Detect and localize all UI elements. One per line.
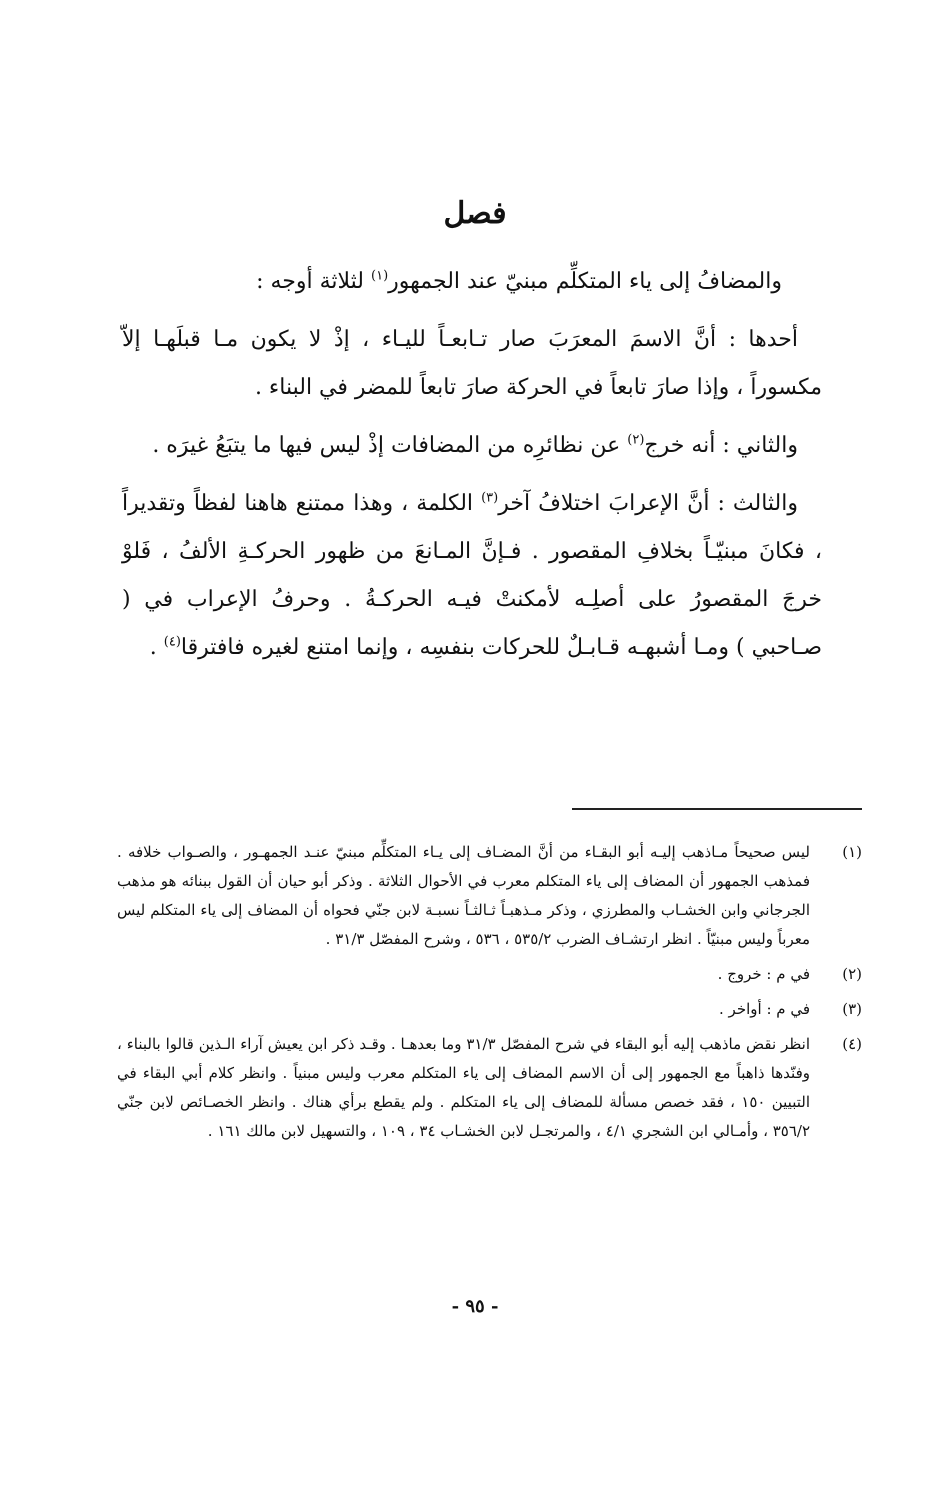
footnote-item <box>117 995 862 1024</box>
paragraph-text: أحدها : أنَّ الاسمَ المعرَبَ صار تـابعـاً لليـاء ، إذْ لا يكون مـا قبلَهـا إلاّ مكسوراً ، وإذا صارَ تابعاً في الحركة صارَ تابعاً للمضر في البناء . <box>122 327 822 400</box>
paragraph-text: والثالث : أنَّ الإعرابَ اختلافُ آخر <box>498 491 798 516</box>
footnote-item <box>117 1030 862 1146</box>
paragraph-text: والمضافُ إلى ياء المتكلِّم مبنيّ عند الجمهور <box>388 269 782 294</box>
footnote-item <box>117 838 862 954</box>
paragraph-text: عن نظائرِه من المضافات إذْ ليس فيها ما يتبَعُ غيرَه . <box>152 433 628 458</box>
footnote-text: في م : خروج . <box>717 965 810 983</box>
paragraph-text: الكلمة ، وهذا ممتنع هاهنا لفظاً وتقديراً ، فكانَ مبنيّـاً بخلافِ المقصور . فـإنَّ المـانعَ من ظهور الحركـةِ الألفُ ، فَلوْ خرجَ المقصورُ على أصلِـه لأمكنتْ فيـه الحركـةُ . وحرفُ الإعراب في ( صـاحبي ) ومـا أشبهـه قـابـلٌ للحركات بنفسِه ، وإنما امتنع لغيره فافترقا <box>122 491 822 660</box>
paragraph-text: لثلاثة أوجه : <box>256 269 371 294</box>
page-number: - ٩٥ - <box>451 1296 499 1317</box>
footnote-ref-3[interactable]: (٣) <box>481 490 499 506</box>
footnote-number: (٣) <box>842 1000 862 1018</box>
paragraph-first-reason <box>122 316 822 412</box>
paragraph-intro <box>122 258 822 306</box>
paragraph-third-reason <box>122 480 822 672</box>
footnote-ref-2[interactable]: (٢) <box>627 432 645 448</box>
footnote-item <box>117 960 862 989</box>
footnote-text: في م : أواخر . <box>719 1000 810 1018</box>
footnote-divider <box>572 808 862 810</box>
paragraph-text: . <box>149 635 164 660</box>
footnote-text: انظر نقض ماذهب إليه أبو البقاء في شرح المفصّل ٣١/٣ وما بعدهـا . وقـد ذكر ابن يعيش آراء الـذين قالوا بالبناء ، وفنّدها ذاهباً مع الجمهور إلى أن الاسم المضاف إلى ياء المتكلم معرب وليس مبنياً . وانظر كلام أبي البقاء في التبيين ١٥٠ ، فقد خصص مسألة للمضاف إلى ياء المتكلم . ولم يقطع برأي هناك . وانظر الخصـائص لابن جنّي ٣٥٦/٢ ، وأمـالي ابن الشجري ٤/١ ، والمرتجـل لابن الخشـاب ٣٤ ، ١٠٩ ، والتسهيل لابن مالك ١٦١ . <box>117 1035 811 1140</box>
section-heading: فصل <box>443 196 507 231</box>
footnote-number: (٤) <box>842 1035 862 1053</box>
footnote-text: ليس صحيحاً مـاذهب إليـه أبو البقـاء من أنَّ المضـاف إلى يـاء المتكلِّم مبنيّ عنـد الجمهـور ، والصـواب خلافه . فمذهب الجمهور أن المضاف إلى ياء المتكلم معرب في الأحوال الثلاثة . وذكر أبو حيان أن القول ببنائه هو مذهب الجرجاني وابن الخشـاب والمطرزي ، وذكر مـذهبـاً ثـالثـاً نسبـة لابن جنّي فحواه أن المضاف إلى ياء المتكلم ليس معرباً وليس مبنيّاً . انظر ارتشـاف الضرب ٥٣٥/٢ ، ٥٣٦ ، وشرح المفصّل ٣١/٣ . <box>117 843 810 948</box>
footnote-ref-1[interactable]: (١) <box>371 268 389 284</box>
footnote-number: (١) <box>842 843 862 861</box>
paragraph-text: والثاني : أنه خرج <box>644 433 798 458</box>
footnote-ref-4[interactable]: (٤) <box>163 634 181 650</box>
main-text <box>122 258 822 682</box>
footnote-number: (٢) <box>842 965 862 983</box>
footnotes <box>117 838 862 1152</box>
paragraph-second-reason <box>122 422 822 470</box>
